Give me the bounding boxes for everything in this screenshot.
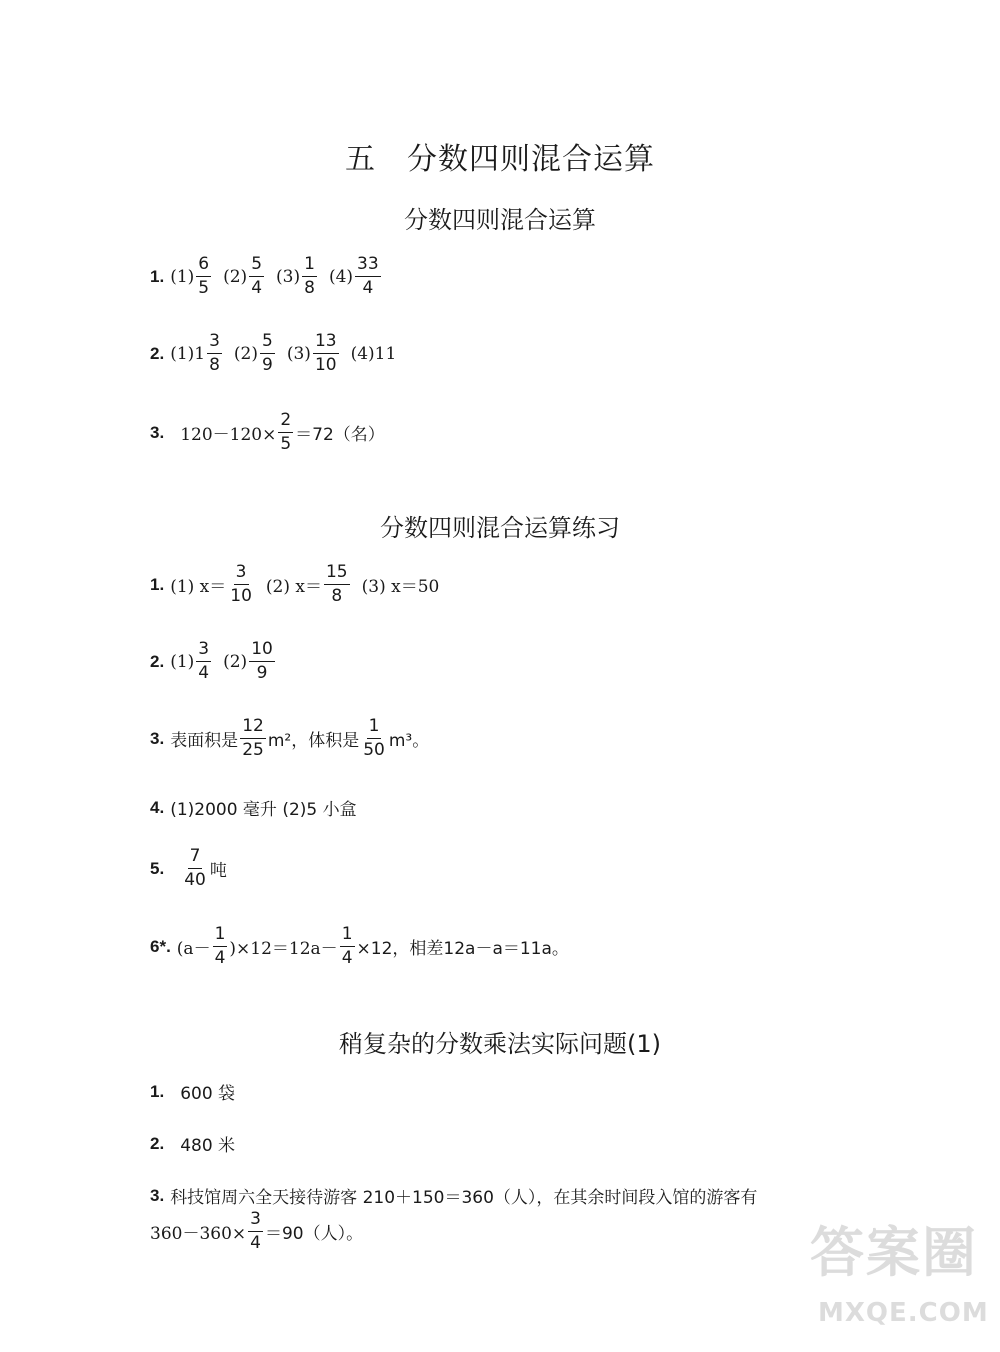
item-number: 3. xyxy=(150,728,165,748)
denominator: 10 xyxy=(314,355,337,375)
text: (1)2000 毫升 (2)5 小盒 xyxy=(170,800,357,820)
numerator: 1 xyxy=(367,718,382,739)
part-label: (1) xyxy=(170,651,195,672)
fraction xyxy=(313,333,339,374)
numerator: 15 xyxy=(324,564,350,585)
denominator: 9 xyxy=(262,355,273,375)
item-number: 6*. xyxy=(150,936,171,956)
denominator: 4 xyxy=(250,1233,261,1253)
fraction xyxy=(260,333,275,374)
s3-item-2 xyxy=(150,1131,235,1156)
part-label: (2) xyxy=(223,266,248,287)
watermark-url: MXQE.COM xyxy=(818,1298,989,1328)
denominator: 25 xyxy=(242,740,264,760)
fraction xyxy=(196,256,211,297)
numerator: 5 xyxy=(260,333,275,354)
denominator: 8 xyxy=(304,278,315,298)
numerator: 7 xyxy=(188,848,203,869)
expression: ×12，相差12a－a＝11a。 xyxy=(356,939,569,959)
expression: 360－360× xyxy=(150,1224,247,1244)
denominator: 10 xyxy=(230,586,252,606)
expression: ＝90（人）。 xyxy=(264,1224,364,1244)
part-label: (1) xyxy=(170,266,195,287)
denominator: 4 xyxy=(214,948,226,968)
denominator: 8 xyxy=(331,586,343,606)
denominator: 50 xyxy=(363,740,385,760)
item-number: 4. xyxy=(150,797,165,817)
item-number: 5. xyxy=(150,858,165,878)
denominator: 4 xyxy=(341,948,353,968)
numerator: 3 xyxy=(196,641,211,662)
numerator: 3 xyxy=(248,1211,263,1232)
expression: )×12＝12a－ xyxy=(229,939,338,959)
numerator: 6 xyxy=(196,256,211,277)
text: 科技馆周六全天接待游客 210＋150＝360（人），在其余时间段入馆的游客有 xyxy=(170,1188,758,1208)
fraction xyxy=(213,926,228,967)
s2-item-6 xyxy=(150,926,569,967)
part-label: (4) xyxy=(328,266,354,287)
s2-item-5 xyxy=(150,848,227,889)
expression: 120－120× xyxy=(180,425,277,445)
expression: (a－ xyxy=(176,939,211,959)
numerator: 33 xyxy=(355,256,381,277)
text: 480 米 xyxy=(180,1136,236,1156)
denominator: 4 xyxy=(251,278,263,298)
s3-item-3-continued xyxy=(150,1211,363,1252)
item-number: 2. xyxy=(150,343,165,363)
fraction xyxy=(302,256,317,297)
part-label: (3) xyxy=(276,266,301,287)
numerator: 3 xyxy=(207,333,222,354)
denominator: 9 xyxy=(256,663,268,683)
fraction xyxy=(182,848,208,889)
item-number: 2. xyxy=(150,651,165,671)
fraction xyxy=(240,718,266,759)
watermark-logo xyxy=(810,1210,995,1350)
fraction xyxy=(249,641,275,682)
numerator: 13 xyxy=(313,333,339,354)
part-label: (3) xyxy=(286,343,311,364)
numerator: 10 xyxy=(249,641,275,662)
item-number: 1. xyxy=(150,574,165,594)
part-label: (3) x＝50 xyxy=(361,577,440,597)
denominator: 5 xyxy=(198,278,210,298)
item-number: 3. xyxy=(150,1185,165,1205)
part-label: (1)1 xyxy=(170,343,206,364)
numerator: 1 xyxy=(340,926,355,947)
fraction xyxy=(248,1211,263,1252)
numerator: 3 xyxy=(234,564,249,585)
s1-item-3 xyxy=(150,412,385,453)
expression: ＝72（名） xyxy=(295,425,385,445)
text: 表面积是 xyxy=(170,731,239,751)
text: 600 袋 xyxy=(180,1084,236,1104)
text: m²，体积是 xyxy=(267,731,360,751)
s2-item-1 xyxy=(150,564,439,605)
chapter-title: 五 分数四则混合运算 xyxy=(345,142,655,177)
fraction xyxy=(207,333,222,374)
numerator: 2 xyxy=(278,412,293,433)
watermark-text: 答案圈 xyxy=(810,1221,978,1284)
s2-item-4 xyxy=(150,795,357,820)
part-label: (2) xyxy=(223,651,248,672)
fraction xyxy=(228,564,254,605)
denominator: 5 xyxy=(280,434,292,454)
numerator: 5 xyxy=(249,256,264,277)
text: m³。 xyxy=(388,731,430,751)
fraction xyxy=(278,412,293,453)
s2-item-2 xyxy=(150,641,277,682)
denominator: 40 xyxy=(184,870,206,890)
fraction xyxy=(324,564,350,605)
denominator: 4 xyxy=(362,278,374,298)
s3-item-3 xyxy=(150,1183,757,1208)
numerator: 12 xyxy=(240,718,266,739)
s1-item-1 xyxy=(150,256,383,297)
fraction xyxy=(355,256,381,297)
denominator: 8 xyxy=(209,355,220,375)
s3-item-1 xyxy=(150,1079,235,1104)
fraction xyxy=(196,641,211,682)
item-number: 1. xyxy=(150,266,165,286)
denominator: 4 xyxy=(198,663,210,683)
numerator: 1 xyxy=(302,256,317,277)
text: 吨 xyxy=(209,861,227,881)
numerator: 1 xyxy=(213,926,228,947)
item-number: 3. xyxy=(150,422,165,442)
fraction xyxy=(340,926,355,967)
fraction xyxy=(249,256,264,297)
s1-item-2 xyxy=(150,333,396,374)
section-title-2: 分数四则混合运算练习 xyxy=(380,514,620,542)
section-title-3: 稍复杂的分数乘法实际问题(1) xyxy=(339,1030,661,1058)
section-title-1: 分数四则混合运算 xyxy=(404,206,596,234)
part-label: (2) x＝ xyxy=(265,577,322,597)
part-label: (1) x＝ xyxy=(170,577,227,597)
item-number: 2. xyxy=(150,1133,165,1153)
fraction xyxy=(361,718,387,759)
s2-item-3 xyxy=(150,718,429,759)
item-number: 1. xyxy=(150,1081,165,1101)
part-label: (4)11 xyxy=(350,343,397,364)
part-label: (2) xyxy=(233,343,259,364)
